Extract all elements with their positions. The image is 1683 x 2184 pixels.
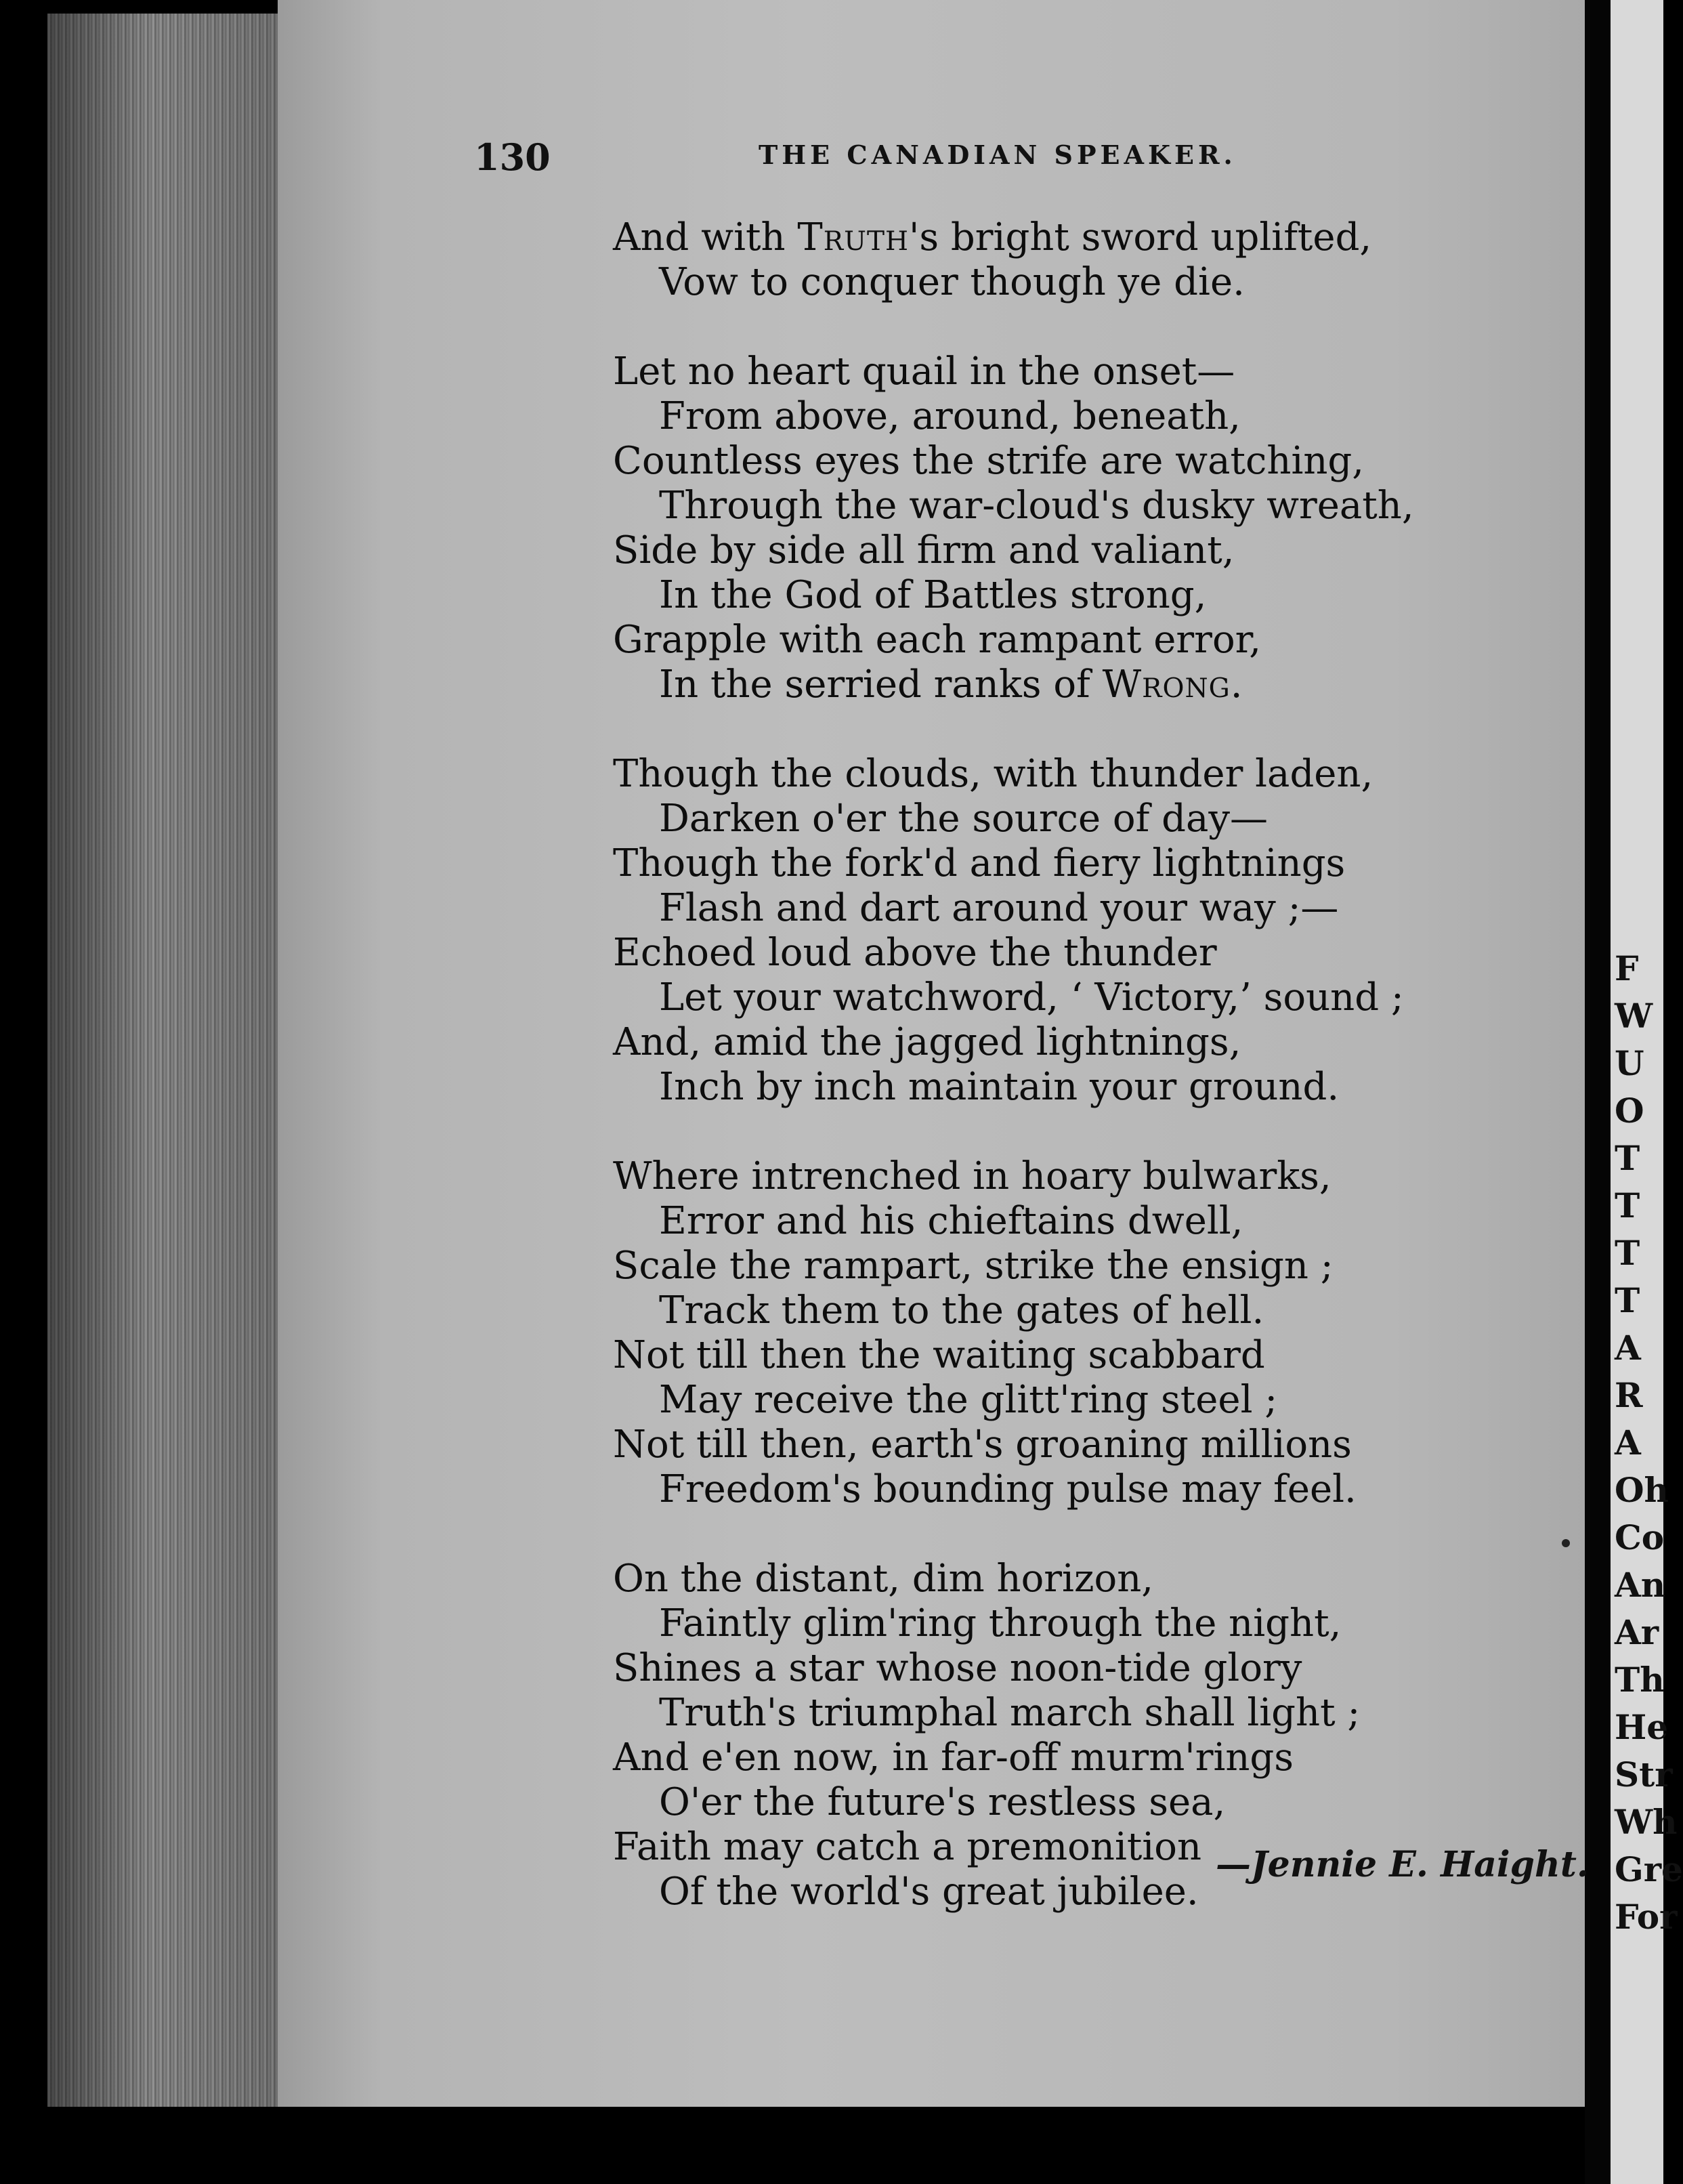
poem-line: Countless eyes the strife are watching, bbox=[613, 439, 1365, 483]
poem-line: Though the clouds, with thunder laden, bbox=[613, 752, 1373, 796]
ink-speck bbox=[1562, 1539, 1570, 1547]
poem-line: Scale the rampart, strike the ensign ; bbox=[613, 1244, 1334, 1288]
facing-page-fragment: Oh bbox=[1615, 1470, 1669, 1510]
line-text: . bbox=[1230, 663, 1243, 707]
facing-page-text-fragments bbox=[1615, 0, 1683, 2184]
poem-line: Track them to the gates of hell. bbox=[659, 1288, 1264, 1332]
line-text: And with bbox=[613, 215, 798, 259]
poem-line: On the distant, dim horizon, bbox=[613, 1557, 1154, 1601]
poem-line: Through the war-cloud's dusky wreath, bbox=[659, 484, 1414, 528]
facing-page-fragment: Str bbox=[1615, 1755, 1673, 1794]
page-header bbox=[474, 135, 1260, 190]
facing-page-fragment: F bbox=[1615, 948, 1639, 988]
page-number: 130 bbox=[474, 135, 551, 179]
facing-page-fragment: T bbox=[1615, 1280, 1640, 1320]
page-edge-shadow bbox=[47, 14, 278, 2107]
poem-line: Inch by inch maintain your ground. bbox=[659, 1065, 1340, 1109]
facing-page-fragment: Th bbox=[1615, 1660, 1665, 1700]
poem-stanza bbox=[613, 1154, 1493, 1512]
poem-line: Vow to conquer though ye die. bbox=[659, 260, 1245, 304]
facing-page-fragment: T bbox=[1615, 1233, 1640, 1273]
line-text: In the serried ranks of bbox=[659, 663, 1103, 707]
facing-page-fragment: Ar bbox=[1615, 1612, 1659, 1652]
poem-stanza bbox=[613, 350, 1493, 707]
facing-page-fragment: A bbox=[1615, 1423, 1641, 1463]
poem-attribution: —Jennie E. Haight. bbox=[1216, 1844, 1589, 1885]
poem-line: In the God of Battles strong, bbox=[659, 573, 1207, 617]
poem-line: Echoed loud above the thunder bbox=[613, 931, 1217, 975]
poem-line: Faintly glim'ring through the night, bbox=[659, 1601, 1342, 1645]
poem-line: Though the fork'd and fiery lightnings bbox=[613, 841, 1346, 885]
poem-line: And e'en now, in far-off murm'rings bbox=[613, 1736, 1294, 1780]
poem-line: From above, around, beneath, bbox=[659, 394, 1241, 438]
facing-page-fragment: He bbox=[1615, 1707, 1669, 1747]
poem-line: O'er the future's restless sea, bbox=[659, 1780, 1226, 1824]
poem-line: Side by side all firm and valiant, bbox=[613, 528, 1235, 572]
poem-line: Flash and dart around your way ;— bbox=[659, 886, 1339, 930]
facing-page-fragment: T bbox=[1615, 1185, 1640, 1225]
poem-line: Faith may catch a premonition bbox=[613, 1825, 1202, 1869]
facing-page-fragment: U bbox=[1615, 1043, 1644, 1083]
running-title: THE CANADIAN SPEAKER. bbox=[759, 140, 1237, 170]
poem-line: Truth's triumphal march shall light ; bbox=[659, 1691, 1361, 1735]
facing-page-fragment: Wh bbox=[1615, 1802, 1678, 1842]
facing-page-fragment: Gre bbox=[1615, 1849, 1683, 1889]
poem-body bbox=[613, 215, 1493, 1959]
poem-line: Freedom's bounding pulse may feel. bbox=[659, 1467, 1357, 1511]
facing-page-fragment: R bbox=[1615, 1375, 1643, 1415]
poem-line: Where intrenched in hoary bulwarks, bbox=[613, 1154, 1332, 1198]
line-text: 's bright sword uplifted, bbox=[908, 215, 1372, 259]
poem-line: And, amid the jagged lightnings, bbox=[613, 1020, 1241, 1064]
facing-page-fragment: An bbox=[1615, 1565, 1666, 1605]
facing-page-fragment: O bbox=[1615, 1091, 1644, 1131]
poem-stanza bbox=[613, 215, 1493, 305]
poem-line: Grapple with each rampant error, bbox=[613, 618, 1262, 662]
poem-line: May receive the glitt'ring steel ; bbox=[659, 1378, 1278, 1422]
poem-line: Of the world's great jubilee. bbox=[659, 1870, 1199, 1914]
poem-line: Darken o'er the source of day— bbox=[659, 797, 1269, 841]
poem-line bbox=[613, 663, 1493, 707]
small-caps-word: Truth bbox=[797, 215, 909, 259]
small-caps-word: Wrong bbox=[1102, 663, 1231, 707]
scan-border bbox=[0, 2107, 1585, 2184]
poem-line: Let no heart quail in the onset— bbox=[613, 350, 1235, 394]
poem-line: Not till then, earth's groaning millions bbox=[613, 1423, 1352, 1467]
poem-line bbox=[613, 215, 1493, 260]
poem-line: Let your watchword, ‘ Victory,’ sound ; bbox=[659, 975, 1404, 1020]
poem-stanza bbox=[613, 752, 1493, 1110]
facing-page-fragment: W bbox=[1615, 996, 1653, 1036]
poem-line: Error and his chieftains dwell, bbox=[659, 1199, 1243, 1243]
facing-page-fragment: T bbox=[1615, 1138, 1640, 1178]
poem-line: Not till then the waiting scabbard bbox=[613, 1333, 1265, 1377]
facing-page-fragment: A bbox=[1615, 1328, 1641, 1368]
facing-page-fragment: Co bbox=[1615, 1517, 1665, 1557]
poem-line: Shines a star whose noon-tide glory bbox=[613, 1646, 1302, 1690]
facing-page-fragment: For bbox=[1615, 1897, 1678, 1937]
